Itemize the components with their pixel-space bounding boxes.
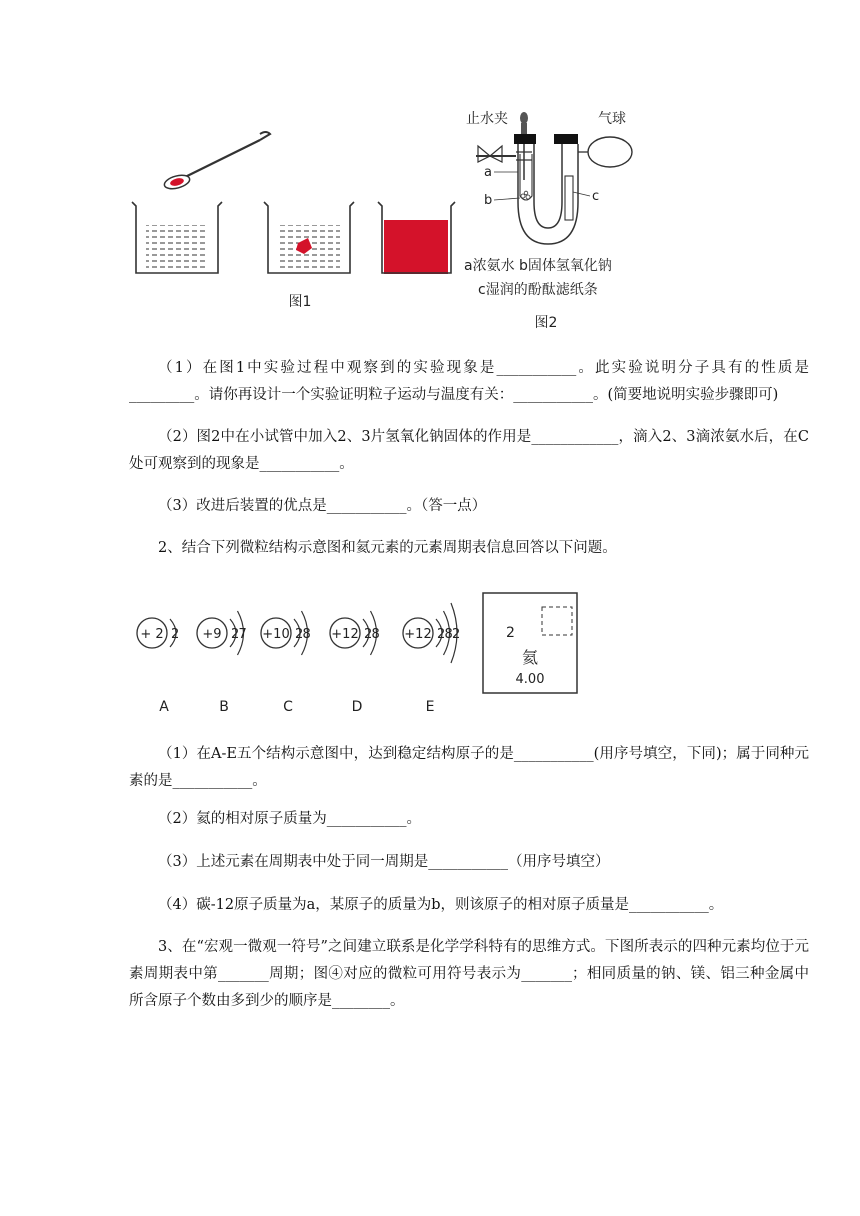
legend-line-2: c湿润的酚酞滤纸条 (478, 282, 598, 298)
element-name: 氦 (521, 648, 539, 667)
label-b: b (484, 193, 493, 208)
clamp-label: 止水夹 (466, 111, 508, 127)
atom-label: B (219, 699, 229, 715)
beaker-3-icon (378, 202, 455, 274)
electron-count: 2 (295, 627, 304, 642)
filter-paper-strip (565, 176, 573, 220)
q2-stem: 2、结合下列微粒结构示意图和氦元素的元素周期表信息回答以下问题。 (158, 540, 617, 556)
nucleus-charge: +9 (202, 627, 222, 642)
q1-part-2: （2）图2中在小试管中加入2、3片氢氧化钠固体的作用是____________，滴入2、3滴浓氨水后，在C处可观察到的现象是___________。 (129, 429, 809, 472)
legend-line-1: a浓氨水 b固体氢氧化钠 (464, 258, 612, 274)
q2-part-1: （1）在A-E五个结构示意图中，达到稳定结构原子的是___________(用序号填空，下同)；属于同种元素的是___________。 (129, 746, 809, 789)
balloon-icon (578, 137, 632, 167)
atom-diagram-C (261, 611, 311, 715)
medicine-spoon-icon (163, 132, 270, 191)
q2-part-4: （4）碳-12原子质量为a，某原子的质量为b，则该原子的相对原子质量是___________。 (158, 897, 724, 913)
electron-count: 8 (444, 627, 453, 642)
electron-count: 2 (452, 627, 461, 642)
electron-count: 2 (171, 627, 180, 642)
atom-structure-diagrams (130, 585, 590, 720)
q3-text: 3、在“宏观一微观一符号”之间建立联系是化学学科特有的思维方式。下图所表示的四种元素均位于元素周期表中第_______周期；图④对应的微粒可用符号表示为_______；相同质量的钠、镁、铝三种金属中所含原子个数由多到少的顺序是________。 (129, 939, 809, 1009)
electron-count: 2 (231, 627, 240, 642)
electron-count: 2 (437, 627, 446, 642)
atom-label: D (351, 699, 363, 715)
right-stopper (554, 134, 578, 144)
label-c: c (592, 189, 600, 204)
helium-element-card (483, 593, 577, 693)
nucleus-charge: +12 (331, 627, 359, 642)
electron-count: 2 (364, 627, 373, 642)
figure-1-diffusion-beakers (120, 120, 460, 320)
q2-part-2: （2）氦的相对原子质量为___________。 (158, 811, 421, 827)
nucleus-charge: +10 (262, 627, 290, 642)
beaker-2-icon (264, 202, 354, 273)
atom-diagram-E (403, 603, 460, 715)
label-a: a (484, 165, 492, 180)
atom-diagram-D (330, 611, 380, 715)
electron-count: 7 (238, 627, 247, 642)
q1-part-1: （1）在图1中实验过程中观察到的实验现象是___________。此实验说明分子具有的性质是_________。请你再设计一个实验证明粒子运动与温度有关：___________。(简要地说明实验步骤即可) (129, 360, 809, 403)
atom-label: C (283, 699, 293, 715)
q2-part-3: （3）上述元素在周期表中处于同一周期是___________（用序号填空） (158, 854, 610, 870)
water-clamp-icon (476, 146, 516, 162)
beaker-1-icon (132, 202, 222, 273)
dropper-icon (520, 112, 528, 180)
element-atomic-mass: 4.00 (515, 672, 545, 687)
element-atomic-number: 2 (506, 625, 515, 641)
electron-count: 8 (371, 627, 380, 642)
figure-2-caption: 图2 (534, 315, 558, 331)
atom-label: E (425, 699, 435, 715)
figure-2-u-tube-apparatus (458, 104, 658, 336)
balloon-label: 气球 (598, 111, 626, 127)
left-stopper (514, 134, 536, 144)
small-test-tube-icon (520, 154, 532, 200)
atom-diagram-A (137, 618, 179, 715)
atom-label: A (159, 699, 169, 715)
figure-1-caption: 图1 (288, 294, 312, 310)
q1-part-3: （3）改进后装置的优点是___________。（答一点） (158, 498, 487, 514)
atom-diagram-B (197, 611, 247, 715)
nucleus-charge: +12 (404, 627, 432, 642)
nucleus-charge: + 2 (140, 627, 164, 642)
electron-count: 8 (302, 627, 311, 642)
